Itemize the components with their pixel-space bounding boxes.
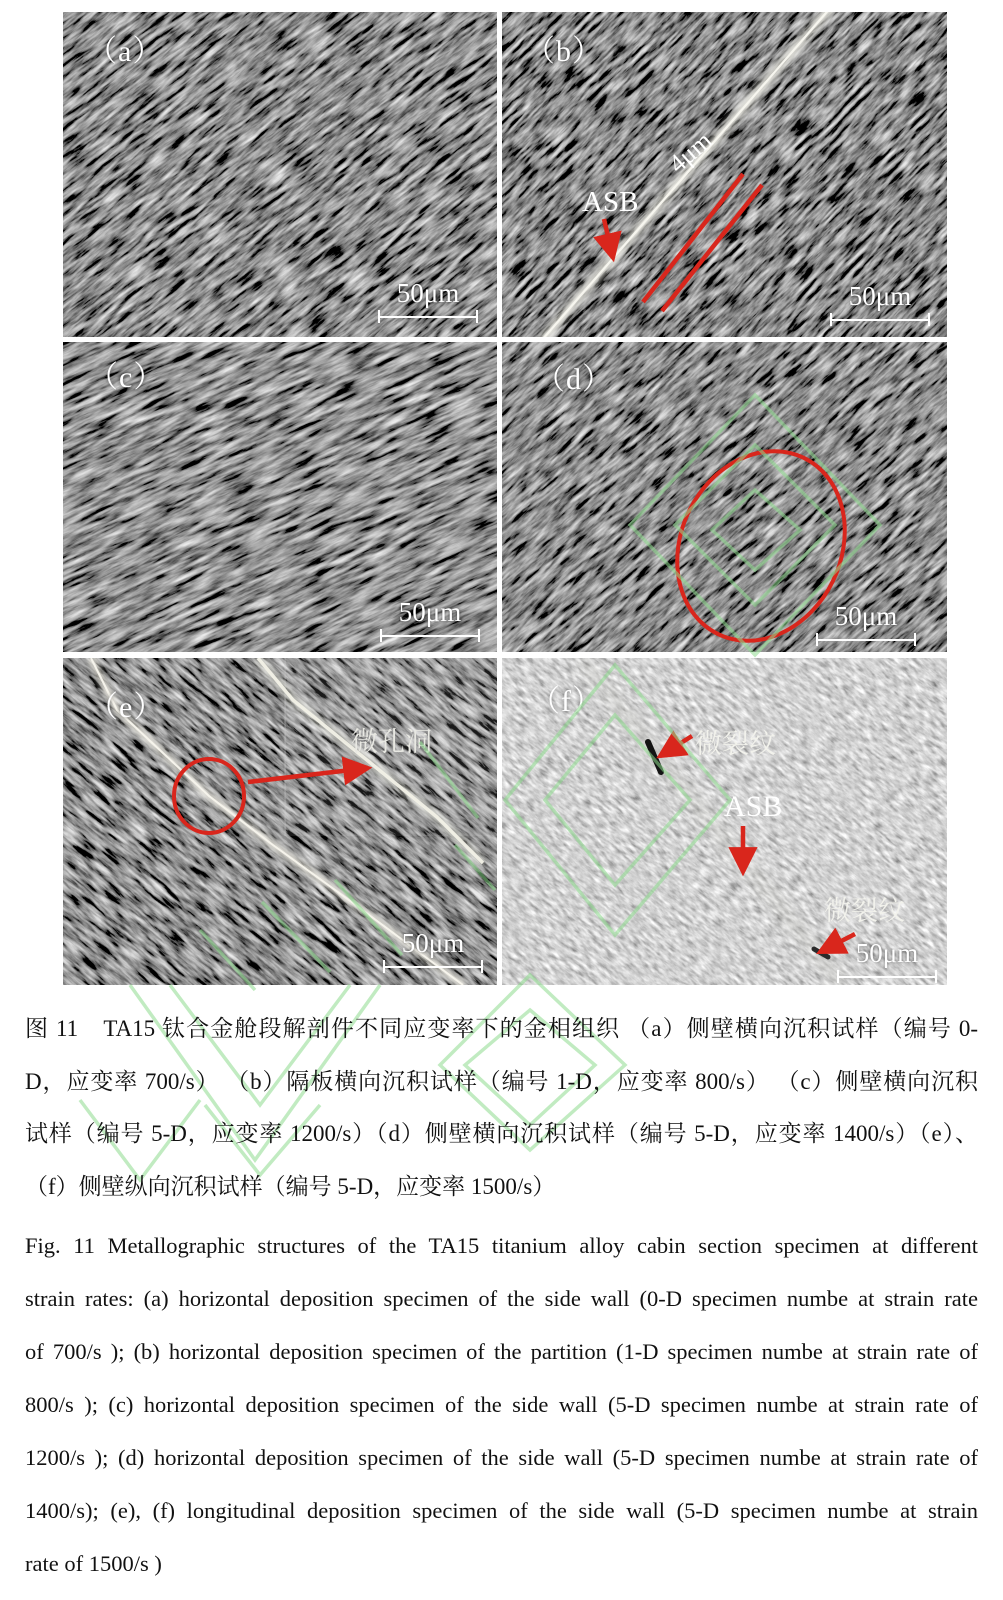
- caption-zh-line-4: （f）侧壁纵向沉积试样（编号 5-D，应变率 1500/s）: [25, 1173, 556, 1199]
- band-width-label: 4μm: [662, 125, 718, 179]
- scale-bar-rule: [378, 310, 478, 323]
- scale-bar-rule: [830, 313, 930, 326]
- scale-bar-label: 50μm: [834, 601, 898, 631]
- panel-label-a: （a）: [87, 35, 164, 68]
- asb-label-b: ASB: [582, 186, 639, 218]
- caption-en-line-3: of 700/s ); (b) horizontal deposition specimen of the partition (1-D specimen numbe at strain rate of: [25, 1339, 978, 1364]
- scale-bar-a: [378, 280, 478, 323]
- micrograph-panel-f: [502, 658, 947, 985]
- scale-bar-label: 50μm: [396, 278, 460, 308]
- micro-crack-arrow-top: [660, 736, 692, 756]
- micro-voids-label: 微孔洞: [351, 727, 432, 757]
- caption-en-line-6: 1400/s); (e), (f) longitudinal deposition specimen of the side wall (5-D specimen numbe at strain: [25, 1498, 978, 1523]
- micrograph-panel-a: [63, 12, 497, 337]
- asb-arrow-b: [604, 219, 613, 258]
- caption-zh-line-3: 试样（编号 5-D，应变率 1200/s）（d）侧壁横向沉积试样（编号 5-D，应变率 1400/s）（e）、: [25, 1121, 978, 1146]
- panel-label-b: （b）: [525, 35, 603, 68]
- panel-label-c: （c）: [88, 361, 165, 394]
- scale-bar-label: 50μm: [855, 938, 919, 968]
- caption-en-line-4: 800/s ); (c) horizontal deposition specimen of the side wall (5-D specimen numbe at strain rate of: [25, 1392, 978, 1417]
- faint-shear-band: [580, 658, 842, 985]
- scale-bar-f: [837, 940, 937, 983]
- caption-en-line-2: strain rates: (a) horizontal deposition specimen of the side wall (0-D specimen numbe at strain rate: [25, 1286, 978, 1311]
- scale-bar-b: [830, 283, 930, 326]
- panel-label-f: （f）: [530, 685, 603, 718]
- scale-bar-rule: [380, 629, 480, 642]
- caption-chinese: [25, 1003, 978, 1213]
- micrograph-panel-b: [502, 12, 947, 337]
- asb-label-f: ASB: [724, 790, 783, 823]
- scale-bar-label: 50μm: [398, 597, 462, 627]
- scale-bar-rule: [816, 633, 916, 646]
- panel-label-d: （d）: [535, 363, 613, 396]
- micrograph-panel-d: [502, 342, 947, 652]
- micrograph-panel-e: [63, 658, 497, 985]
- scale-bar-rule: [383, 960, 483, 973]
- scale-bar-c: [380, 599, 480, 642]
- caption-zh-line-1: 图 11 TA15 钛合金舱段解剖件不同应变率下的金相组织 （a）侧壁横向沉积试样（编号 0-: [25, 1016, 978, 1041]
- caption-zh-line-2: D，应变率 700/s） （b）隔板横向沉积试样（编号 1-D，应变率 800/s） （c）侧壁横向沉积: [25, 1068, 978, 1094]
- caption-en-line-7: rate of 1500/s ): [25, 1551, 162, 1576]
- micro-crack-label-top: 微裂纹: [695, 729, 776, 759]
- micro-crack-label-bottom: 微裂纹: [824, 896, 905, 926]
- micrograph-panel-c: [63, 342, 497, 652]
- caption-en-line-1: Fig. 11 Metallographic structures of the TA15 titanium alloy cabin section specimen at different: [25, 1233, 978, 1258]
- scale-bar-label: 50μm: [848, 281, 912, 311]
- panel-label-e: （e）: [88, 691, 165, 724]
- scale-bar-label: 50μm: [401, 928, 465, 958]
- caption-en-line-5: 1200/s ); (d) horizontal deposition specimen of the side wall (5-D specimen numbe at strain rate of: [25, 1445, 978, 1470]
- scale-bar-e: [383, 930, 483, 973]
- scale-bar-d: [816, 603, 916, 646]
- caption-english: [25, 1219, 978, 1590]
- scale-bar-rule: [837, 970, 937, 983]
